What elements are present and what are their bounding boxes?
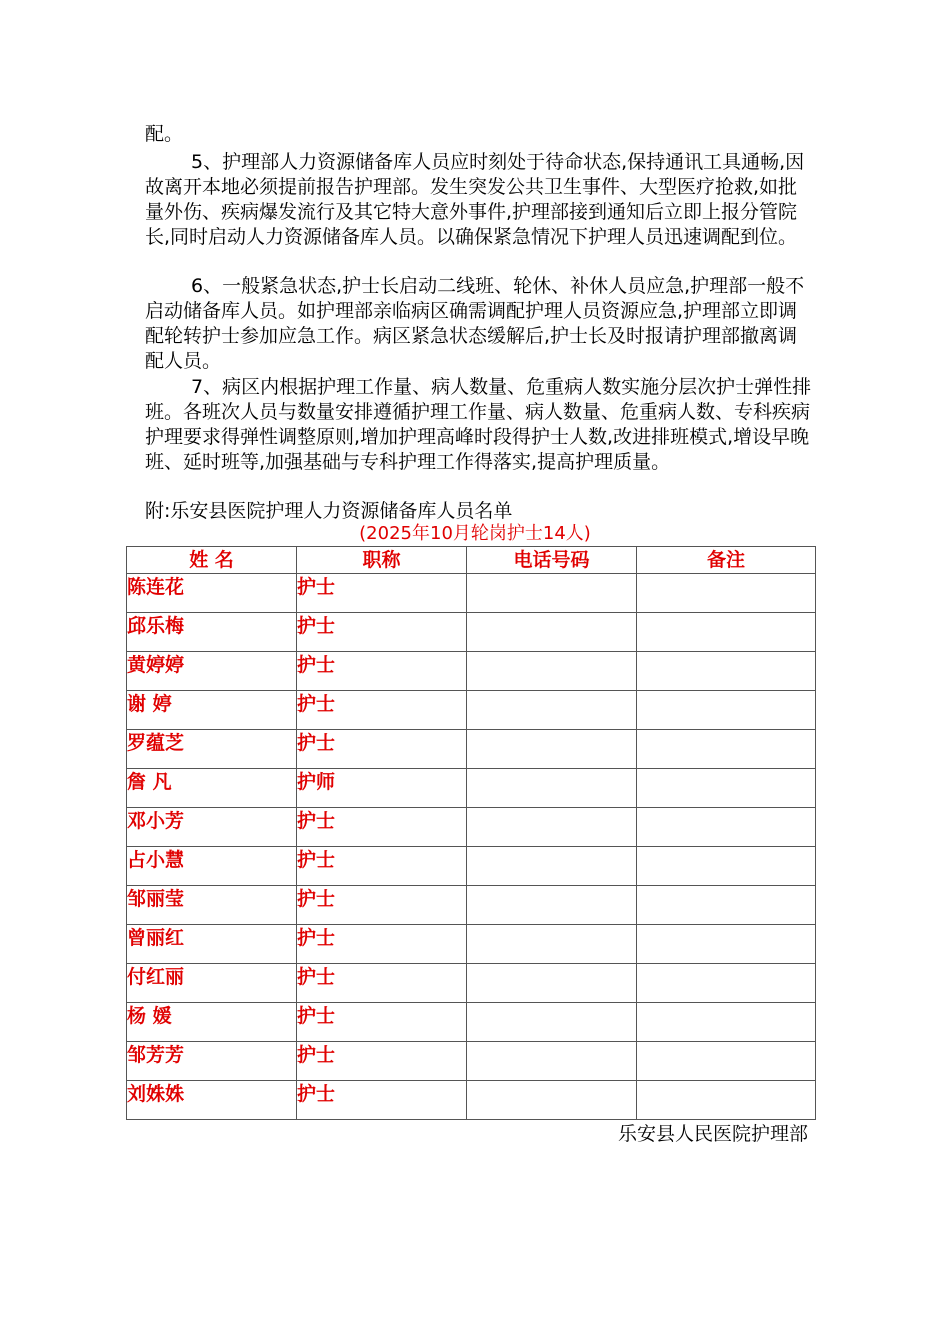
roster-table bbox=[126, 546, 816, 1120]
cell-phone bbox=[467, 652, 637, 691]
paragraph-item-7: 7、病区内根据护理工作量、病人数量、危重病人数实施分层次护士弹性排班。各班次人员与数量安排遵循护理工作量、病人数量、危重病人数、专科疾病护理要求得弹性调整原则,增加护理高峰时段得护士人数,改进排班模式,增设早晚班、延时班等,加强基础与专科护理工作得落实,提高护理质量。 bbox=[145, 376, 812, 473]
cell-phone bbox=[467, 925, 637, 964]
table-row bbox=[127, 886, 816, 925]
cell-title: 护士 bbox=[297, 1081, 467, 1120]
table-row bbox=[127, 964, 816, 1003]
table-row bbox=[127, 769, 816, 808]
cell-name: 邹丽莹 bbox=[127, 886, 297, 925]
cell-phone bbox=[467, 691, 637, 730]
cell-phone bbox=[467, 574, 637, 613]
cell-title: 护士 bbox=[297, 652, 467, 691]
table-row bbox=[127, 1042, 816, 1081]
cell-title: 护士 bbox=[297, 691, 467, 730]
header-title: 职称 bbox=[297, 547, 467, 574]
table-row bbox=[127, 925, 816, 964]
cell-name: 谢 婷 bbox=[127, 691, 297, 730]
table-row bbox=[127, 808, 816, 847]
cell-title: 护士 bbox=[297, 1003, 467, 1042]
header-name: 姓 名 bbox=[127, 547, 297, 574]
cell-title: 护士 bbox=[297, 886, 467, 925]
cell-note bbox=[637, 964, 816, 1003]
table-row bbox=[127, 730, 816, 769]
cell-note bbox=[637, 691, 816, 730]
paragraph-item-6: 6、一般紧急状态,护士长启动二线班、轮休、补休人员应急,护理部一般不启动储备库人员。如护理部亲临病区确需调配护理人员资源应急,护理部立即调配轮转护士参加应急工作。病区紧急状态缓解后,护士长及时报请护理部撤离调配人员。 bbox=[145, 275, 805, 372]
cell-title: 护士 bbox=[297, 808, 467, 847]
table-row bbox=[127, 847, 816, 886]
cell-title: 护士 bbox=[297, 1042, 467, 1081]
paragraph-item-5: 5、护理部人力资源储备库人员应时刻处于待命状态,保持通讯工具通畅,因故离开本地必须提前报告护理部。发生突发公共卫生事件、大型医疗抢救,如批量外伤、疾病爆发流行及其它特大意外事件,护理部接到通知后立即上报分管院长,同时启动人力资源储备库人员。以确保紧急情况下护理人员迅速调配到位。 bbox=[145, 151, 805, 248]
cell-title: 护士 bbox=[297, 613, 467, 652]
cell-title: 护士 bbox=[297, 925, 467, 964]
table-row bbox=[127, 613, 816, 652]
header-note: 备注 bbox=[637, 547, 816, 574]
cell-title: 护士 bbox=[297, 847, 467, 886]
cell-title: 护师 bbox=[297, 769, 467, 808]
cell-note bbox=[637, 1003, 816, 1042]
cell-phone bbox=[467, 808, 637, 847]
cell-name: 罗蕴芝 bbox=[127, 730, 297, 769]
cell-note bbox=[637, 730, 816, 769]
cell-note bbox=[637, 1081, 816, 1120]
cell-title: 护士 bbox=[297, 574, 467, 613]
table-row bbox=[127, 1003, 816, 1042]
table-row bbox=[127, 652, 816, 691]
cell-phone bbox=[467, 886, 637, 925]
cell-name: 占小慧 bbox=[127, 847, 297, 886]
cell-phone bbox=[467, 730, 637, 769]
cell-name: 邱乐梅 bbox=[127, 613, 297, 652]
cell-title: 护士 bbox=[297, 964, 467, 1003]
cell-note bbox=[637, 847, 816, 886]
cell-name: 詹 凡 bbox=[127, 769, 297, 808]
cell-title: 护士 bbox=[297, 730, 467, 769]
cell-name: 邹芳芳 bbox=[127, 1042, 297, 1081]
cell-name: 邓小芳 bbox=[127, 808, 297, 847]
cell-note bbox=[637, 652, 816, 691]
cell-note bbox=[637, 1042, 816, 1081]
table-row bbox=[127, 691, 816, 730]
cell-phone bbox=[467, 964, 637, 1003]
cell-name: 陈连花 bbox=[127, 574, 297, 613]
cell-note bbox=[637, 886, 816, 925]
cell-name: 刘姝姝 bbox=[127, 1081, 297, 1120]
cell-name: 曾丽红 bbox=[127, 925, 297, 964]
cell-phone bbox=[467, 613, 637, 652]
cell-note bbox=[637, 925, 816, 964]
cell-phone bbox=[467, 769, 637, 808]
table-row bbox=[127, 574, 816, 613]
roster-subtitle: (2025年10月轮岗护士14人) bbox=[359, 523, 591, 544]
cell-note bbox=[637, 808, 816, 847]
cell-note bbox=[637, 574, 816, 613]
cell-phone bbox=[467, 1081, 637, 1120]
cell-phone bbox=[467, 1042, 637, 1081]
cell-note bbox=[637, 613, 816, 652]
appendix-title: 附:乐安县医院护理人力资源储备库人员名单 bbox=[145, 500, 513, 522]
table-row bbox=[127, 1081, 816, 1120]
cell-name: 黄婷婷 bbox=[127, 652, 297, 691]
cell-note bbox=[637, 769, 816, 808]
paragraph-continuation: 配。 bbox=[145, 123, 184, 145]
signature: 乐安县人民医院护理部 bbox=[617, 1123, 808, 1145]
header-phone: 电话号码 bbox=[467, 547, 637, 574]
cell-phone bbox=[467, 1003, 637, 1042]
cell-name: 付红丽 bbox=[127, 964, 297, 1003]
table-header-row bbox=[127, 547, 816, 574]
cell-name: 杨 媛 bbox=[127, 1003, 297, 1042]
cell-phone bbox=[467, 847, 637, 886]
